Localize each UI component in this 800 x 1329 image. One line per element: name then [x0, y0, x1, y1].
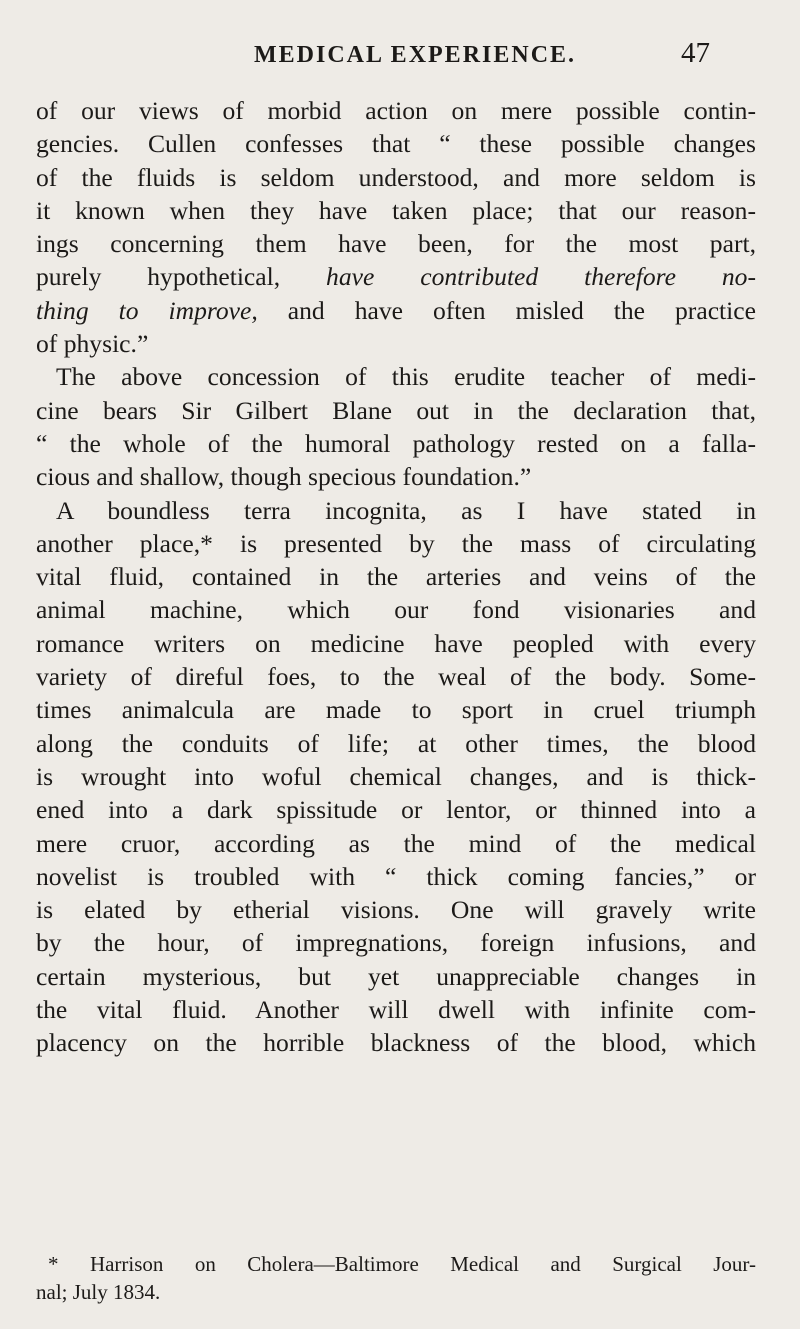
text-line-7-roman: and have often misled the practice — [257, 295, 756, 325]
text-line-14: another place,* is presented by the mass of circulating — [36, 528, 756, 558]
text-line-6 — [36, 260, 756, 293]
text-line-16: animal machine, which our fond visionaries and — [36, 595, 756, 625]
text-line-10: cine bears Sir Gilbert Blane out in the declaration that, — [36, 395, 756, 425]
text-line-6-roman: purely hypothetical, — [36, 262, 327, 292]
text-line-25: is elated by etherial visions. One will gravely write — [36, 895, 756, 925]
text-line-26: by the hour, of impregnations, foreign infusions, and — [36, 928, 756, 958]
text-line-22: ened into a dark spissitude or lentor, or thinned into a — [36, 795, 756, 825]
text-line-7-italic: thing to improve, — [36, 295, 258, 325]
text-line-28: the vital fluid. Another will dwell with infinite com- — [36, 995, 756, 1025]
text-line-29: placency on the horrible blackness of the blood, which — [36, 1028, 756, 1058]
body-text — [36, 94, 756, 1060]
text-line-5: ings concerning them have been, for the most part, — [36, 229, 756, 259]
text-line-3: of the fluids is seldom understood, and more seldom is — [36, 162, 756, 192]
text-line-2: gencies. Cullen confesses that “ these possible changes — [36, 129, 756, 159]
text-line-21: is wrought into woful chemical changes, and is thick- — [36, 761, 756, 791]
text-line-8: of physic.” — [36, 329, 149, 359]
text-line-24: novelist is troubled with “ thick coming fancies,” or — [36, 861, 756, 891]
text-line-15: vital fluid, contained in the arteries and veins of the — [36, 562, 756, 592]
text-line-19: times animalcula are made to sport in cruel triumph — [36, 695, 756, 725]
text-line-1: of our views of morbid action on mere possible contin- — [36, 96, 756, 125]
text-line-23: mere cruor, according as the mind of the medical — [36, 828, 756, 858]
running-head-title: MEDICAL EXPERIENCE. — [254, 42, 577, 68]
footnote-line-1: * Harrison on Cholera—Baltimore Medical and Surgical Jour- — [48, 1252, 756, 1276]
text-line-20: along the conduits of life; at other times, the blood — [36, 728, 756, 758]
text-line-11: “ the whole of the humoral pathology rested on a falla- — [36, 428, 756, 458]
text-line-18: variety of direful foes, to the weal of the body. Some- — [36, 662, 756, 692]
text-line-4: it known when they have taken place; that our reason- — [36, 195, 756, 225]
text-line-27: certain mysterious, but yet unappreciable changes in — [36, 961, 756, 991]
text-line-13: A boundless terra incognita, as I have stated in — [56, 495, 756, 525]
footnote-line-2: nal; July 1834. — [36, 1280, 161, 1304]
text-line-9: The above concession of this erudite teacher of medi- — [56, 362, 756, 392]
text-line-17: romance writers on medicine have peopled with every — [36, 628, 756, 658]
page-number: 47 — [681, 37, 710, 69]
text-line-7 — [36, 294, 756, 327]
text-line-12: cious and shallow, though specious foundation.” — [36, 462, 532, 492]
text-line-6-italic: have contributed therefore no- — [326, 262, 756, 292]
running-head — [0, 37, 800, 70]
footnote — [36, 1250, 756, 1306]
